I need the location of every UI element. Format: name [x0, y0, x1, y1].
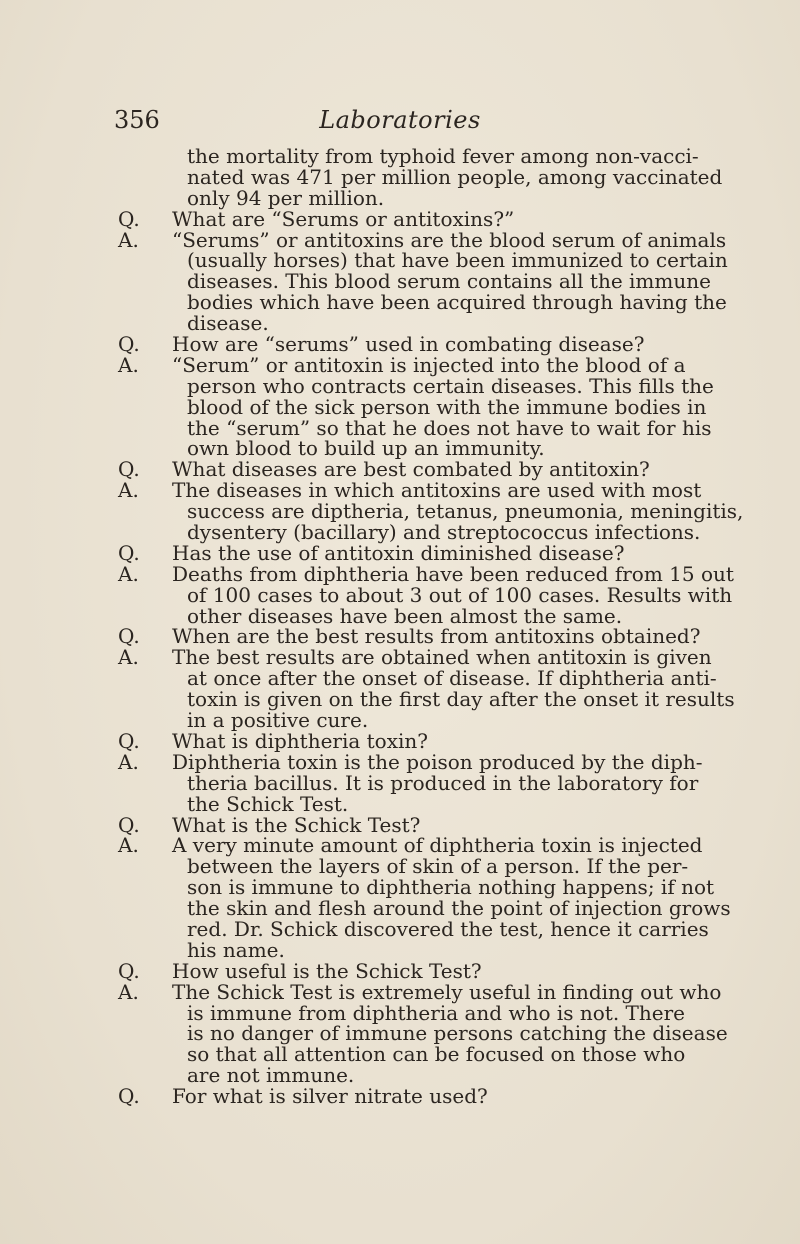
text-line — [0, 394, 800, 419]
text-line — [0, 791, 800, 816]
text-line — [0, 749, 800, 774]
text-line — [0, 522, 800, 543]
text-line — [0, 626, 800, 647]
text-line — [0, 979, 800, 1004]
line-text: (usually horses) that have been immunized to certain — [187, 248, 728, 273]
text-line — [0, 1000, 800, 1025]
line-text: so that all attention can be focused on those who — [187, 1042, 686, 1067]
text-line — [0, 770, 800, 795]
text-line — [0, 501, 800, 522]
answer-paragraph — [0, 647, 800, 731]
line-text: The best results are obtained when antitoxin is given — [172, 645, 712, 670]
text-line — [0, 1065, 800, 1086]
line-text: toxin is given on the first day after the onset it results — [187, 687, 735, 712]
answer-paragraph — [0, 227, 800, 336]
line-text: How are “serums” used in combating disease? — [172, 332, 645, 357]
text-line — [0, 1086, 800, 1107]
text-line — [0, 438, 800, 459]
line-text: dysentery (bacillary) and streptococcus infections. — [187, 520, 701, 545]
line-text: How useful is the Schick Test? — [172, 958, 482, 983]
line-text: blood of the sick person with the immune bodies in — [187, 394, 707, 419]
line-text: theria bacillus. It is produced in the laboratory for — [187, 770, 699, 795]
line-text: the mortality from typhoid fever among non-vacci- — [187, 144, 699, 168]
line-text: diseases. This blood serum contains all the immune — [187, 269, 711, 294]
line-text: Diphtheria toxin is the poison produced by the diph- — [172, 749, 703, 774]
text-line — [0, 185, 800, 210]
question-paragraph — [0, 459, 800, 480]
text-line — [0, 415, 800, 440]
answer-marker: A. — [118, 749, 139, 774]
text-line — [0, 1044, 800, 1065]
answer-paragraph — [0, 749, 800, 816]
line-text: between the layers of skin of a person. If the per- — [187, 854, 689, 879]
line-text: is no danger of immune persons catching the disease — [187, 1021, 728, 1046]
line-text: his name. — [187, 937, 285, 962]
text-line — [0, 227, 800, 252]
text-line — [0, 271, 800, 292]
text-line — [0, 250, 800, 271]
text-line — [0, 916, 800, 941]
line-text: the skin and flesh around the point of injection grows — [187, 896, 731, 921]
text-line — [0, 334, 800, 355]
text-line — [0, 689, 800, 710]
answer-marker: A. — [118, 227, 139, 252]
line-text: son is immune to diphtheria nothing happens; if not — [187, 875, 715, 900]
line-text: are not immune. — [187, 1063, 355, 1088]
line-text: The Schick Test is extremely useful in finding out who — [172, 979, 722, 1004]
text-line — [0, 480, 800, 501]
text-line — [0, 1023, 800, 1044]
text-line — [0, 146, 800, 167]
line-text: What are “Serums or antitoxins?” — [172, 206, 515, 231]
question-marker: Q. — [118, 457, 140, 482]
question-marker: Q. — [118, 728, 140, 753]
question-marker: Q. — [118, 540, 140, 565]
text-line — [0, 373, 800, 398]
text-line — [0, 937, 800, 962]
text-line — [0, 561, 800, 586]
line-text: What is the Schick Test? — [172, 812, 421, 837]
line-text: only 94 per million. — [187, 185, 385, 210]
text-line — [0, 292, 800, 313]
text-line — [0, 835, 800, 856]
line-text: What is diphtheria toxin? — [172, 728, 429, 753]
line-text: red. Dr. Schick discovered the test, hence it carries — [187, 916, 709, 941]
text-line — [0, 164, 800, 189]
question-paragraph — [0, 1086, 800, 1107]
line-text: “Serum” or antitoxin is injected into the blood of a — [172, 352, 686, 377]
line-text: the “serum” so that he does not have to wait for his — [187, 415, 712, 440]
text-line — [0, 958, 800, 983]
text-line — [0, 582, 800, 607]
line-text: A very minute amount of diphtheria toxin is injected — [172, 833, 703, 858]
question-marker: Q. — [118, 206, 140, 231]
text-line — [0, 710, 800, 731]
line-text: When are the best results from antitoxins obtained? — [172, 624, 701, 649]
line-text: other diseases have been almost the same. — [187, 603, 623, 628]
question-paragraph — [0, 958, 800, 983]
question-paragraph — [0, 812, 800, 837]
question-marker: Q. — [118, 812, 140, 837]
text-line — [0, 898, 800, 919]
line-text: of 100 cases to about 3 out of 100 cases. Results with — [187, 582, 733, 607]
line-text: is immune from diphtheria and who is not. There — [187, 1000, 686, 1025]
answer-marker: A. — [118, 561, 139, 586]
answer-paragraph — [0, 979, 800, 1088]
qa-text-body — [0, 146, 800, 1107]
line-text: Has the use of antitoxin diminished disease? — [172, 540, 625, 565]
question-marker: Q. — [118, 958, 140, 983]
text-line — [0, 206, 800, 231]
line-text: the Schick Test. — [187, 791, 349, 816]
line-text: “Serums” or antitoxins are the blood serum of animals — [172, 227, 727, 252]
question-paragraph — [0, 728, 800, 753]
line-text: success are diptheria, tetanus, pneumonia, meningitis, — [187, 499, 744, 524]
answer-paragraph — [0, 561, 800, 628]
question-paragraph — [0, 626, 800, 647]
line-text: disease. — [187, 311, 269, 336]
line-text: The diseases in which antitoxins are used with most — [172, 478, 702, 503]
text-line — [0, 728, 800, 753]
running-title: Laboratories — [319, 106, 481, 134]
text-line — [0, 647, 800, 668]
text-line — [0, 352, 800, 377]
text-line — [0, 313, 800, 334]
answer-paragraph — [0, 480, 800, 543]
answer-marker: A. — [118, 352, 139, 377]
line-text: Deaths from diphtheria have been reduced from 15 out — [172, 561, 734, 586]
line-text: bodies which have been acquired through having the — [187, 290, 727, 315]
question-paragraph — [0, 540, 800, 565]
line-text: nated was 471 per million people, among vaccinated — [187, 164, 723, 189]
answer-marker: A. — [118, 645, 139, 670]
question-marker: Q. — [118, 332, 140, 357]
answer-marker: A. — [118, 478, 139, 503]
continuation-paragraph — [0, 146, 800, 209]
text-line — [0, 540, 800, 565]
line-text: at once after the onset of disease. If diphtheria anti- — [187, 666, 717, 691]
question-paragraph — [0, 334, 800, 355]
text-line — [0, 459, 800, 480]
question-marker: Q. — [118, 624, 140, 649]
page-header — [0, 106, 800, 146]
answer-marker: A. — [118, 833, 139, 858]
line-text: own blood to build up an immunity. — [187, 436, 545, 461]
line-text: For what is silver nitrate used? — [172, 1084, 488, 1109]
line-text: What diseases are best combated by antitoxin? — [172, 457, 650, 482]
answer-paragraph — [0, 835, 800, 960]
text-line — [0, 856, 800, 877]
text-line — [0, 877, 800, 898]
text-line — [0, 668, 800, 689]
text-line — [0, 812, 800, 837]
question-marker: Q. — [118, 1084, 140, 1109]
line-text: person who contracts certain diseases. This fills the — [187, 373, 714, 398]
page-number: 356 — [114, 106, 160, 134]
answer-marker: A. — [118, 979, 139, 1004]
line-text: in a positive cure. — [187, 708, 369, 733]
answer-paragraph — [0, 352, 800, 461]
question-paragraph — [0, 206, 800, 231]
text-line — [0, 603, 800, 628]
